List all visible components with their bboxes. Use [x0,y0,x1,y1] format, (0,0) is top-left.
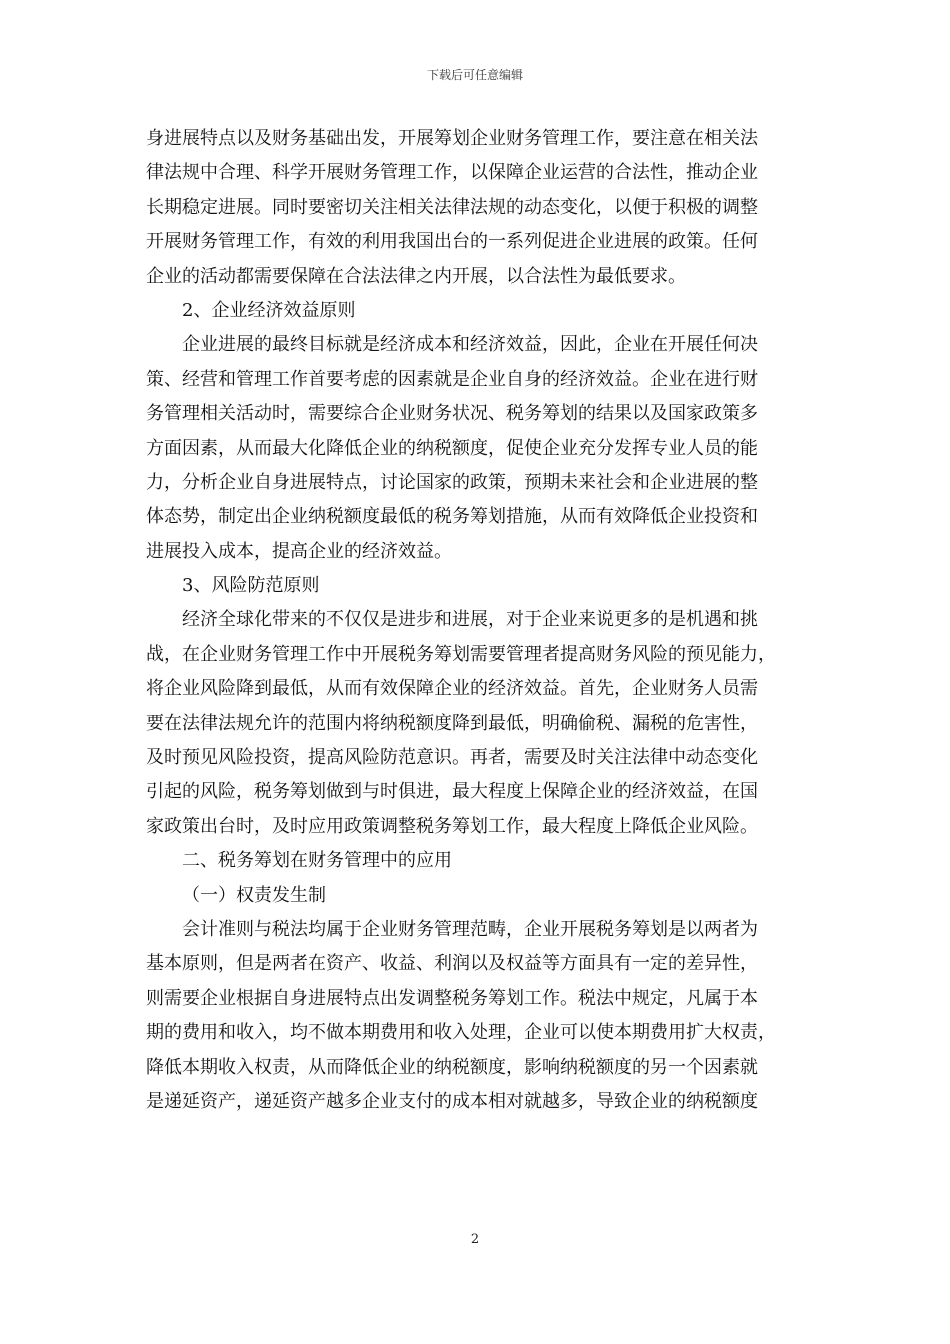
section-heading: 2、企业经济效益原则 [182,299,356,321]
page-number: 2 [470,1232,480,1247]
text-line: 经济全球化带来的不仅仅是进步和进展，对于企业来说更多的是机遇和挑 [182,609,758,631]
text-line: 引起的风险，税务筹划做到与时俱进，最大程度上保障企业的经济效益，在国 [146,781,758,803]
page-header: 下载后可任意编辑 [426,68,523,82]
subsection-heading: （一）权责发生制 [182,884,326,906]
text-line: 企业进展的最终目标就是经济成本和经济效益，因此，企业在开展任何决 [182,334,758,356]
section-heading: 二、税务筹划在财务管理中的应用 [182,850,452,872]
text-line: 企业的活动都需要保障在合法法律之内开展，以合法性为最低要求。 [146,265,686,287]
text-line: 将企业风险降到最低，从而有效保障企业的经济效益。首先，企业财务人员需 [146,678,758,700]
text-line: 降低本期收入权责，从而降低企业的纳税额度，影响纳税额度的另一个因素就 [146,1056,758,1078]
text-line: 战，在企业财务管理工作中开展税务筹划需要管理者提高财务风险的预见能力， [146,643,776,665]
text-line: 会计准则与税法均属于企业财务管理范畴，企业开展税务筹划是以两者为 [182,918,758,940]
text-line: 要在法律法规允许的范围内将纳税额度降到最低，明确偷税、漏税的危害性， [146,712,758,734]
section-heading: 3、风险防范原则 [182,575,320,597]
text-line: 律法规中合理、科学开展财务管理工作，以保障企业运营的合法性，推动企业 [146,162,758,184]
document-body [146,122,806,1119]
text-line: 家政策出台时，及时应用政策调整税务筹划工作，最大程度上降低企业风险。 [146,815,758,837]
text-line: 基本原则，但是两者在资产、收益、利润以及权益等方面具有一定的差异性， [146,953,758,975]
text-line: 是递延资产，递延资产越多企业支付的成本相对就越多，导致企业的纳税额度 [146,1090,758,1112]
text-line: 及时预见风险投资，提高风险防范意识。再者，需要及时关注法律中动态变化 [146,747,758,769]
text-line: 则需要企业根据自身进展特点出发调整税务筹划工作。税法中规定，凡属于本 [146,987,758,1009]
text-line: 身进展特点以及财务基础出发，开展筹划企业财务管理工作，要注意在相关法 [146,128,758,149]
text-line: 进展投入成本，提高企业的经济效益。 [146,540,452,562]
text-line: 策、经营和管理工作首要考虑的因素就是企业自身的经济效益。企业在进行财 [146,368,758,390]
text-line: 开展财务管理工作，有效的利用我国出台的一系列促进企业进展的政策。任何 [146,231,758,253]
text-line: 方面因素，从而最大化降低企业的纳税额度，促使企业充分发挥专业人员的能 [146,437,758,459]
text-line: 务管理相关活动时，需要综合企业财务状况、税务筹划的结果以及国家政策多 [146,403,758,425]
text-line: 期的费用和收入，均不做本期费用和收入处理，企业可以使本期费用扩大权责， [146,1022,776,1044]
text-line: 体态势，制定出企业纳税额度最低的税务筹划措施，从而有效降低企业投资和 [146,506,758,528]
text-line: 力，分析企业自身进展特点，讨论国家的政策，预期未来社会和企业进展的整 [146,471,758,493]
text-line: 长期稳定进展。同时要密切关注相关法律法规的动态变化，以便于积极的调整 [146,196,758,218]
